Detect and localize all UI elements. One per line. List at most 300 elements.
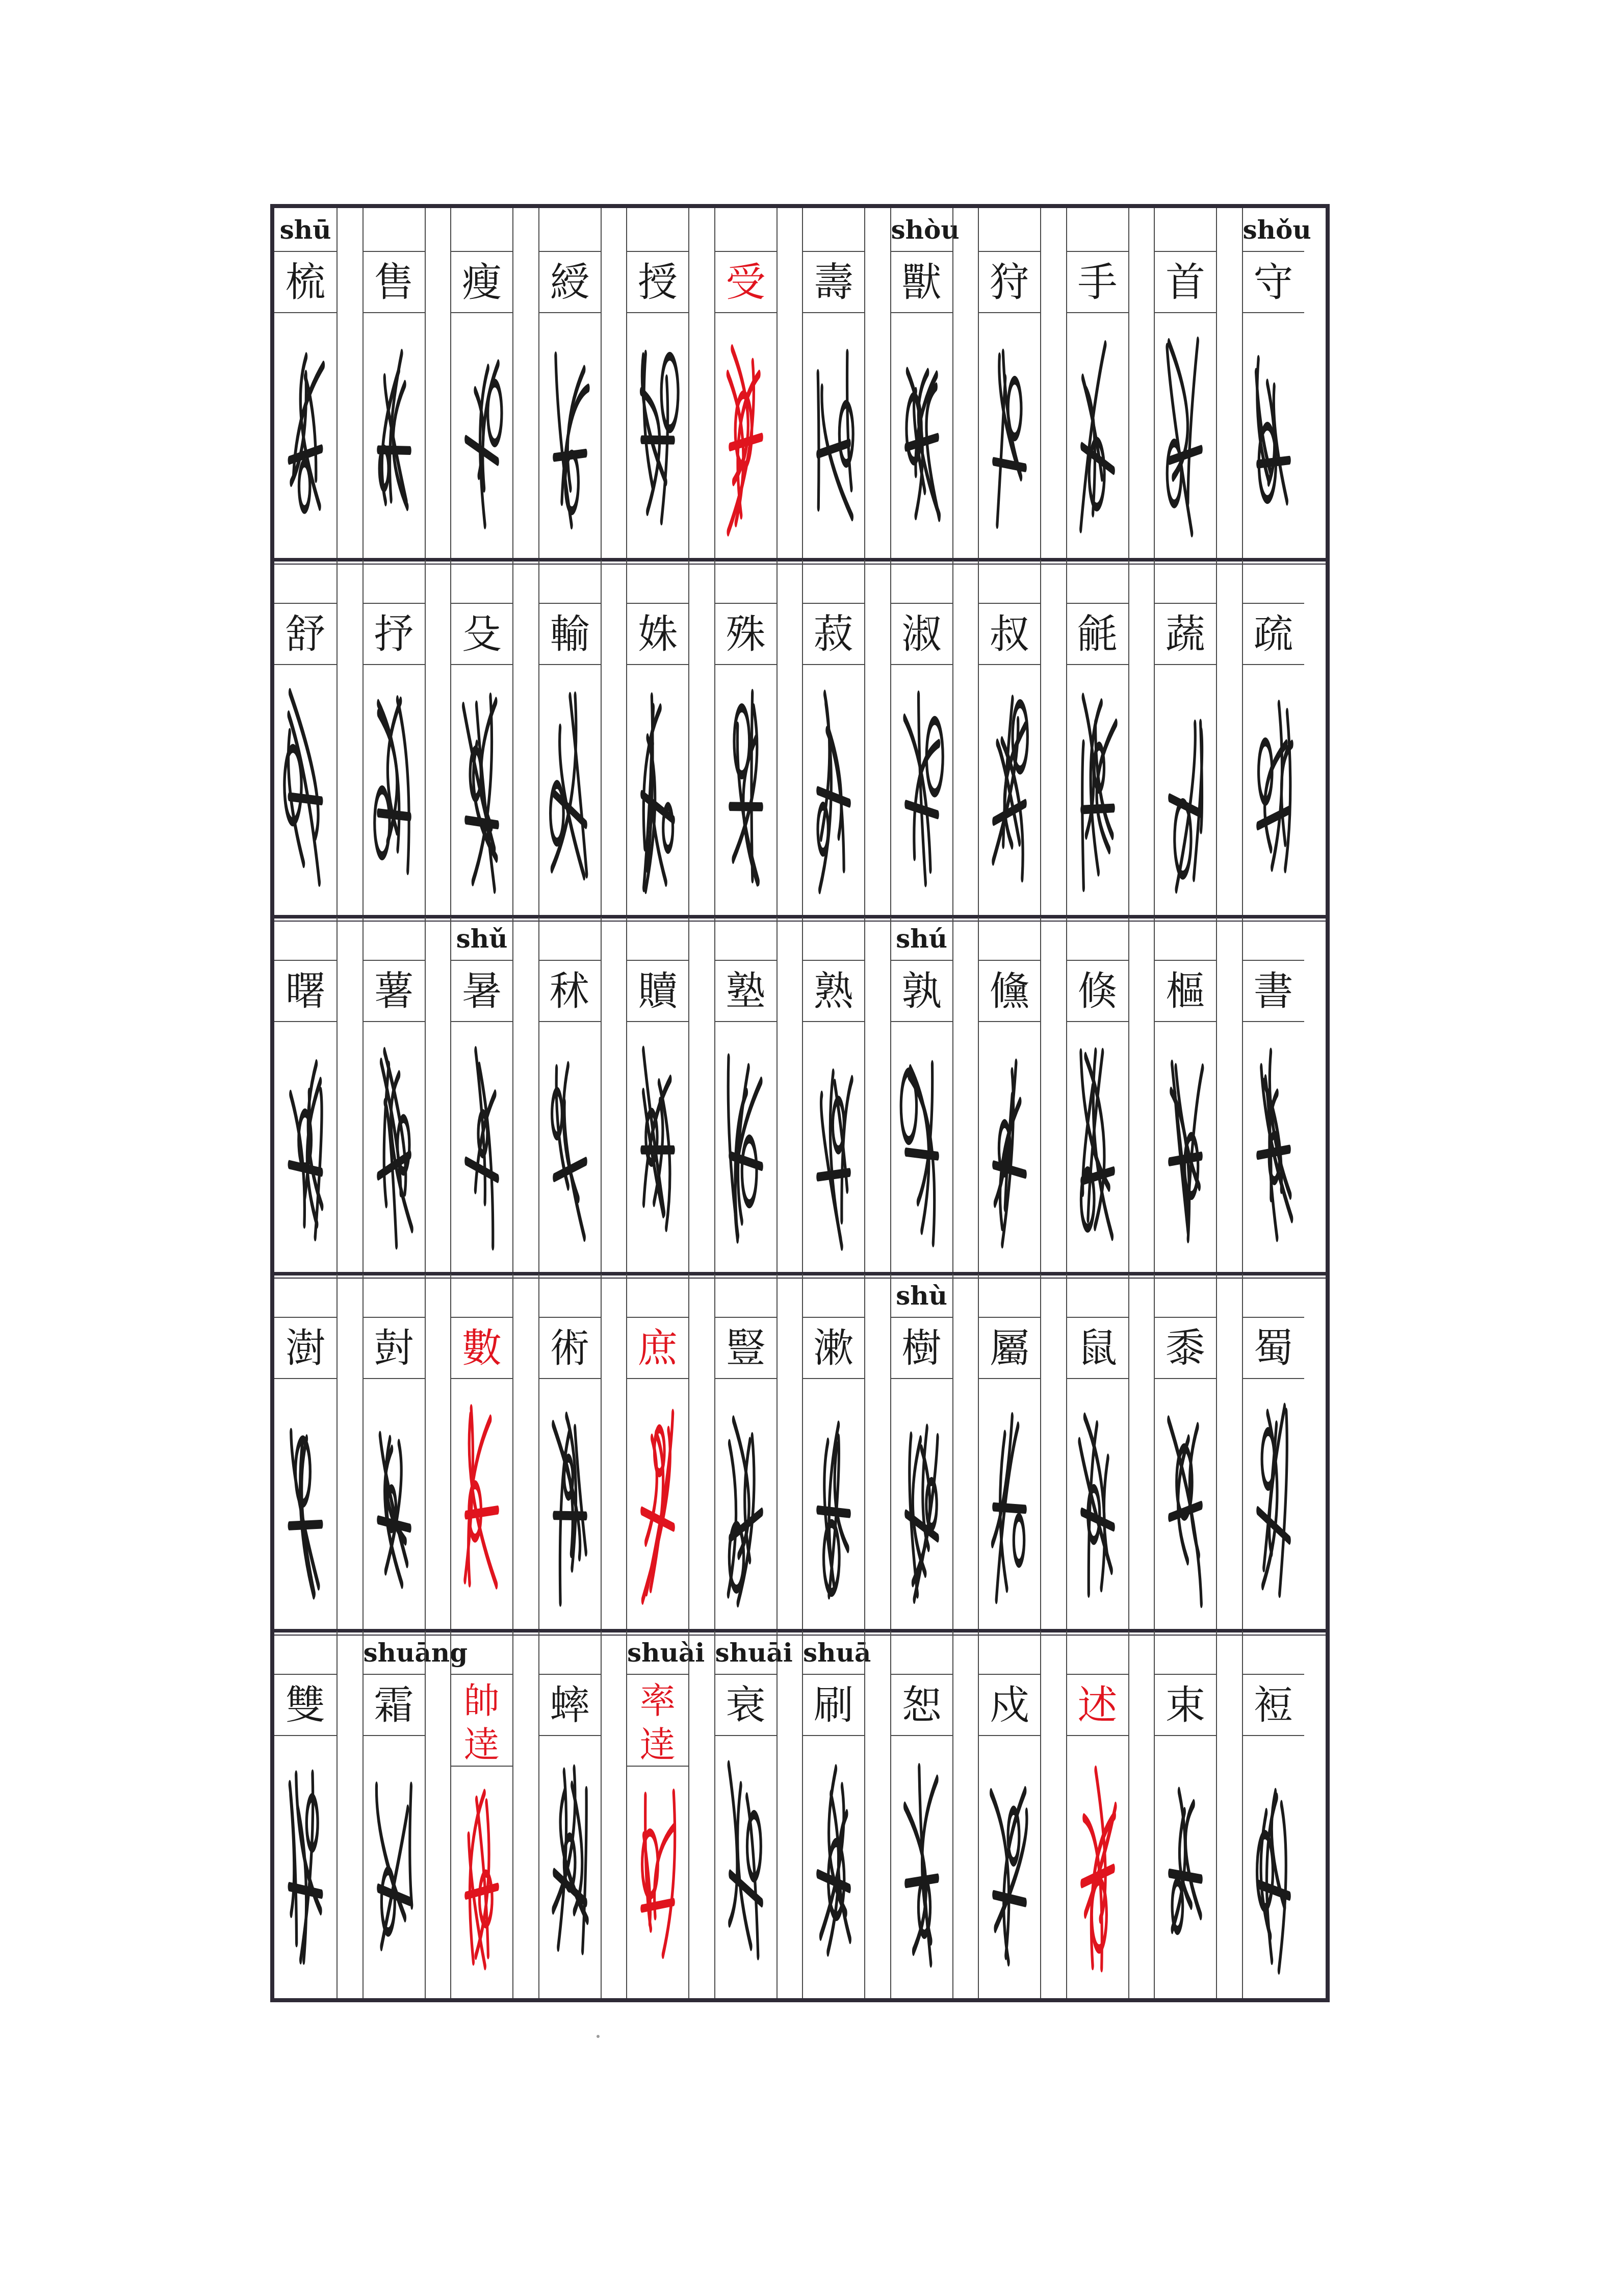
regular-script-character: 樞 — [1155, 961, 1216, 1022]
seal-script-glyph — [1159, 1753, 1212, 1989]
regular-script-character: 綬 — [539, 252, 601, 313]
regular-script-character: 蟀 — [539, 1675, 601, 1736]
character-cell — [714, 208, 776, 560]
pinyin-label — [1155, 208, 1216, 252]
character-cell — [450, 1631, 512, 1998]
character-cell — [1154, 917, 1216, 1274]
pinyin-label: shuài — [627, 1631, 688, 1675]
seal-script-glyph — [895, 1396, 948, 1622]
column-gap-rule — [336, 1274, 338, 1631]
seal-script-glyph — [278, 682, 332, 908]
seal-script-glyph — [368, 1396, 421, 1622]
seal-script-glyph — [368, 330, 421, 551]
character-cell — [274, 917, 336, 1274]
column-gap-rule — [1216, 1631, 1217, 1998]
pinyin-label — [1067, 917, 1128, 961]
regular-script-character: 殳 — [451, 604, 512, 665]
column-gap-rule — [512, 1631, 513, 1998]
character-cell — [538, 560, 601, 917]
character-cell — [714, 1274, 776, 1631]
character-cell — [1242, 917, 1304, 1274]
seal-script-glyph — [1159, 330, 1212, 551]
pinyin-label: shuā — [803, 1631, 864, 1675]
character-cell — [714, 560, 776, 917]
regular-script-character: 秫 — [539, 961, 601, 1022]
seal-script-glyph — [807, 682, 860, 908]
seal-script-glyph — [1247, 682, 1300, 908]
character-cell — [363, 560, 425, 917]
character-cell — [1242, 1274, 1304, 1631]
regular-script-character: 瘦 — [451, 252, 512, 313]
column-gap-rule — [512, 917, 513, 1274]
seal-script-glyph — [455, 330, 508, 551]
column-gap-rule — [864, 917, 865, 1274]
regular-script-character: 壽 — [803, 252, 864, 313]
pinyin-label — [979, 208, 1040, 252]
seal-script-glyph — [455, 682, 508, 908]
column-gap-rule — [601, 208, 602, 560]
seal-script-glyph — [983, 1396, 1036, 1622]
character-cell — [802, 917, 864, 1274]
column-gap-rule — [952, 1274, 953, 1631]
column-gap-rule — [776, 1631, 778, 1998]
seal-script-glyph — [1071, 330, 1124, 551]
column-gap-rule — [336, 208, 338, 560]
character-cell — [626, 560, 688, 917]
regular-script-character: 熟 — [803, 961, 864, 1022]
column-gap-rule — [425, 560, 426, 917]
column-gap-rule — [776, 917, 778, 1274]
seal-script-glyph — [631, 1039, 684, 1265]
regular-script-character: 雙 — [274, 1675, 336, 1736]
character-cell — [363, 1274, 425, 1631]
pinyin-label — [539, 208, 601, 252]
pinyin-label — [539, 1631, 601, 1675]
seal-script-glyph — [455, 1039, 508, 1265]
seal-script-glyph — [368, 682, 421, 908]
pinyin-label — [364, 1274, 425, 1318]
character-cell — [626, 1631, 705, 1998]
column-gap-rule — [601, 1631, 602, 1998]
character-cell — [538, 208, 601, 560]
character-cell — [1154, 208, 1216, 560]
regular-script-character: 菽 — [803, 604, 864, 665]
pinyin-label — [274, 1274, 336, 1318]
regular-script-character: 抒 — [364, 604, 425, 665]
pinyin-label — [627, 1274, 688, 1318]
regular-script-character: 恕 — [891, 1675, 952, 1736]
regular-script-character: 黍 — [1155, 1318, 1216, 1379]
character-cell — [363, 917, 425, 1274]
character-cell — [714, 917, 776, 1274]
regular-script-character: 受 — [715, 252, 776, 313]
pinyin-label: shú — [891, 917, 952, 961]
pinyin-label — [451, 1631, 512, 1675]
character-cell — [890, 1274, 952, 1631]
pinyin-label — [979, 917, 1040, 961]
regular-script-character: 率 逹 — [627, 1675, 688, 1767]
pinyin-label — [803, 208, 864, 252]
regular-script-character: 孰 — [891, 961, 952, 1022]
pinyin-label — [364, 917, 425, 961]
regular-script-character: 數 — [451, 1318, 512, 1379]
column-gap-rule — [864, 560, 865, 917]
seal-script-glyph — [807, 330, 860, 551]
seal-script-glyph — [278, 1753, 332, 1989]
seal-script-glyph — [895, 1039, 948, 1265]
seal-script-glyph — [807, 1753, 860, 1989]
seal-script-glyph — [719, 1396, 772, 1622]
seal-script-glyph — [1247, 1396, 1300, 1622]
character-cell — [978, 1631, 1040, 1998]
pinyin-label — [539, 1274, 601, 1318]
pinyin-label — [627, 917, 688, 961]
pinyin-label — [715, 1274, 776, 1318]
seal-script-glyph — [278, 330, 332, 551]
pinyin-label — [627, 208, 688, 252]
pinyin-label — [1067, 1631, 1128, 1675]
regular-script-character: 獸 — [891, 252, 952, 313]
character-cell — [538, 917, 601, 1274]
column-gap-rule — [336, 917, 338, 1274]
character-cell — [1154, 560, 1216, 917]
regular-script-character: 樹 — [891, 1318, 952, 1379]
column-gap-rule — [1040, 1274, 1041, 1631]
character-cell — [450, 917, 512, 1274]
column-gap-rule — [1128, 560, 1129, 917]
regular-script-character: 首 — [1155, 252, 1216, 313]
regular-script-character: 帥 逹 — [451, 1675, 512, 1767]
seal-script-glyph — [368, 1039, 421, 1265]
character-cell — [363, 1631, 468, 1998]
regular-script-character: 刷 — [803, 1675, 864, 1736]
regular-script-character: 蔬 — [1155, 604, 1216, 665]
regular-script-character: 豎 — [715, 1318, 776, 1379]
pinyin-label — [715, 917, 776, 961]
pinyin-label — [1155, 1274, 1216, 1318]
column-gap-rule — [425, 1274, 426, 1631]
pinyin-label: shuāi — [715, 1631, 776, 1675]
regular-script-character: 手 — [1067, 252, 1128, 313]
column-gap-rule — [425, 208, 426, 560]
column-gap-rule — [336, 1631, 338, 1998]
column-gap-rule — [688, 560, 689, 917]
character-cell — [890, 1631, 952, 1998]
column-gap-rule — [601, 560, 602, 917]
column-gap-rule — [1128, 1274, 1129, 1631]
pinyin-label — [451, 208, 512, 252]
character-cell — [538, 1631, 601, 1998]
pinyin-label — [364, 560, 425, 604]
pinyin-label: shǒu — [1243, 208, 1304, 252]
column-gap-rule — [688, 208, 689, 560]
column-gap-rule — [952, 208, 953, 560]
regular-script-character: 裋 — [1243, 1675, 1304, 1736]
pinyin-label: shòu — [891, 208, 952, 252]
pinyin-label — [364, 208, 425, 252]
table-band — [274, 560, 1326, 917]
table-band — [274, 917, 1326, 1274]
regular-script-character: 戍 — [979, 1675, 1040, 1736]
column-gap-rule — [1128, 1631, 1129, 1998]
column-gap-rule — [864, 1274, 865, 1631]
seal-script-glyph — [278, 1396, 332, 1622]
pinyin-label — [274, 1631, 336, 1675]
seal-script-glyph — [455, 1784, 508, 1989]
character-cell — [626, 208, 688, 560]
pinyin-label — [539, 917, 601, 961]
column-gap-rule — [1128, 208, 1129, 560]
character-cell — [1066, 1274, 1128, 1631]
character-cell — [1066, 917, 1128, 1274]
regular-script-character: 庶 — [627, 1318, 688, 1379]
character-cell — [274, 208, 336, 560]
regular-script-character: 述 — [1067, 1675, 1128, 1736]
character-cell — [450, 560, 512, 917]
character-cell — [274, 560, 336, 917]
seal-script-glyph — [278, 1039, 332, 1265]
seal-script-glyph — [631, 1396, 684, 1622]
column-gap-rule — [512, 560, 513, 917]
pinyin-label — [979, 1631, 1040, 1675]
seal-script-glyph — [983, 1753, 1036, 1989]
seal-script-glyph — [719, 330, 772, 551]
seal-script-glyph — [543, 1039, 597, 1265]
regular-script-character: 狩 — [979, 252, 1040, 313]
pinyin-label — [803, 917, 864, 961]
column-gap-rule — [512, 208, 513, 560]
seal-script-glyph — [1159, 682, 1212, 908]
seal-script-glyph — [1247, 1753, 1300, 1989]
table-band — [274, 1274, 1326, 1631]
column-gap-rule — [776, 1274, 778, 1631]
pinyin-label — [715, 208, 776, 252]
regular-script-character: 叔 — [979, 604, 1040, 665]
column-gap-rule — [952, 560, 953, 917]
pinyin-label — [1155, 560, 1216, 604]
character-cell — [714, 1631, 793, 1998]
seal-script-glyph — [895, 682, 948, 908]
regular-script-character: 毹 — [1067, 604, 1128, 665]
seal-script-glyph — [543, 682, 597, 908]
character-table — [270, 204, 1330, 2002]
seal-script-glyph — [1071, 682, 1124, 908]
character-cell — [978, 208, 1040, 560]
character-cell — [1066, 560, 1128, 917]
regular-script-character: 殊 — [715, 604, 776, 665]
character-cell — [890, 560, 952, 917]
column-gap-rule — [952, 917, 953, 1274]
pinyin-label: shǔ — [451, 917, 512, 961]
column-gap-rule — [864, 1631, 865, 1998]
column-gap-rule — [776, 208, 778, 560]
character-cell — [890, 917, 952, 1274]
regular-script-character: 澍 — [274, 1318, 336, 1379]
pinyin-label — [1243, 1274, 1304, 1318]
seal-script-glyph — [895, 330, 948, 551]
character-cell — [274, 1274, 336, 1631]
seal-script-glyph — [455, 1396, 508, 1622]
column-gap-rule — [336, 560, 338, 917]
column-gap-rule — [1040, 917, 1041, 1274]
regular-script-character: 輸 — [539, 604, 601, 665]
seal-script-glyph — [1247, 330, 1300, 551]
regular-script-character: 疏 — [1243, 604, 1304, 665]
pinyin-label — [274, 917, 336, 961]
column-gap-rule — [688, 917, 689, 1274]
seal-script-glyph — [983, 682, 1036, 908]
regular-script-character: 淑 — [891, 604, 952, 665]
regular-script-character: 屬 — [979, 1318, 1040, 1379]
regular-script-character: 暑 — [451, 961, 512, 1022]
seal-script-glyph — [543, 1396, 597, 1622]
column-gap-rule — [1216, 1274, 1217, 1631]
regular-script-character: 贖 — [627, 961, 688, 1022]
character-cell — [978, 560, 1040, 917]
seal-script-glyph — [1071, 1396, 1124, 1622]
regular-script-character: 蜀 — [1243, 1318, 1304, 1379]
regular-script-character: 守 — [1243, 252, 1304, 313]
regular-script-character: 束 — [1155, 1675, 1216, 1736]
regular-script-character: 售 — [364, 252, 425, 313]
column-gap-rule — [601, 1274, 602, 1631]
column-gap-rule — [425, 1631, 426, 1998]
character-cell — [363, 208, 425, 560]
character-cell — [274, 1631, 336, 1998]
seal-script-glyph — [719, 1753, 772, 1989]
pinyin-label — [1067, 1274, 1128, 1318]
column-gap-rule — [601, 917, 602, 1274]
seal-script-glyph — [719, 1039, 772, 1265]
seal-script-glyph — [543, 1753, 597, 1989]
table-band — [274, 1631, 1326, 1998]
character-cell — [626, 1274, 688, 1631]
seal-script-glyph — [1247, 1039, 1300, 1265]
regular-script-character: 姝 — [627, 604, 688, 665]
column-gap-rule — [1216, 560, 1217, 917]
character-cell — [1242, 560, 1304, 917]
column-gap-rule — [425, 917, 426, 1274]
regular-script-character: 術 — [539, 1318, 601, 1379]
seal-script-glyph — [895, 1753, 948, 1989]
column-gap-rule — [1040, 208, 1041, 560]
column-gap-rule — [1128, 917, 1129, 1274]
character-cell — [450, 208, 512, 560]
seal-script-glyph — [631, 330, 684, 551]
character-cell — [1154, 1631, 1216, 1998]
regular-script-character: 儵 — [979, 961, 1040, 1022]
column-gap-rule — [688, 1274, 689, 1631]
character-cell — [1242, 1631, 1304, 1998]
character-cell — [1242, 208, 1311, 560]
pinyin-label — [451, 560, 512, 604]
seal-script-glyph — [543, 330, 597, 551]
seal-script-glyph — [1159, 1039, 1212, 1265]
seal-script-glyph — [368, 1753, 421, 1989]
character-cell — [1066, 1631, 1128, 1998]
pinyin-label: shù — [891, 1274, 952, 1318]
regular-script-character: 舒 — [274, 604, 336, 665]
pinyin-label: shuāng — [364, 1631, 425, 1675]
seal-script-glyph — [1159, 1396, 1212, 1622]
column-gap-rule — [952, 1631, 953, 1998]
seal-script-glyph — [807, 1039, 860, 1265]
character-cell — [890, 208, 960, 560]
column-gap-rule — [1216, 917, 1217, 1274]
pinyin-label — [539, 560, 601, 604]
column-gap-rule — [512, 1274, 513, 1631]
seal-script-glyph — [631, 682, 684, 908]
regular-script-character: 倏 — [1067, 961, 1128, 1022]
pinyin-label — [1067, 560, 1128, 604]
character-cell — [978, 917, 1040, 1274]
seal-script-glyph — [631, 1784, 684, 1989]
pinyin-label — [1243, 560, 1304, 604]
regular-script-character: 霜 — [364, 1675, 425, 1736]
character-cell — [802, 1274, 864, 1631]
regular-script-character: 塾 — [715, 961, 776, 1022]
pinyin-label — [1243, 1631, 1304, 1675]
pinyin-label — [1067, 208, 1128, 252]
character-cell — [802, 1631, 871, 1998]
seal-script-glyph — [983, 330, 1036, 551]
seal-script-glyph — [1071, 1753, 1124, 1989]
column-gap-rule — [1216, 208, 1217, 560]
scan-speck — [597, 2035, 600, 2038]
pinyin-label — [1155, 917, 1216, 961]
pinyin-label — [451, 1274, 512, 1318]
column-gap-rule — [688, 1631, 689, 1998]
regular-script-character: 書 — [1243, 961, 1304, 1022]
character-cell — [450, 1274, 512, 1631]
regular-script-character: 曙 — [274, 961, 336, 1022]
seal-script-glyph — [1071, 1039, 1124, 1265]
seal-script-glyph — [983, 1039, 1036, 1265]
pinyin-label — [627, 560, 688, 604]
pinyin-label — [274, 560, 336, 604]
character-cell — [538, 1274, 601, 1631]
regular-script-character: 漱 — [803, 1318, 864, 1379]
character-cell — [626, 917, 688, 1274]
pinyin-label — [715, 560, 776, 604]
regular-script-character: 鼠 — [1067, 1318, 1128, 1379]
column-gap-rule — [1040, 1631, 1041, 1998]
regular-script-character: 薯 — [364, 961, 425, 1022]
pinyin-label — [891, 560, 952, 604]
pinyin-label — [1155, 1631, 1216, 1675]
character-cell — [802, 560, 864, 917]
table-band — [274, 208, 1326, 560]
character-cell — [978, 1274, 1040, 1631]
regular-script-character: 尌 — [364, 1318, 425, 1379]
pinyin-label — [803, 1274, 864, 1318]
character-cell — [1154, 1274, 1216, 1631]
regular-script-character: 梳 — [274, 252, 336, 313]
regular-script-character: 衰 — [715, 1675, 776, 1736]
column-gap-rule — [1040, 560, 1041, 917]
pinyin-label — [979, 1274, 1040, 1318]
character-cell — [1066, 208, 1128, 560]
pinyin-label: shū — [274, 208, 336, 252]
pinyin-label — [803, 560, 864, 604]
pinyin-label — [1243, 917, 1304, 961]
character-cell — [802, 208, 864, 560]
column-gap-rule — [864, 208, 865, 560]
pinyin-label — [891, 1631, 952, 1675]
column-gap-rule — [776, 560, 778, 917]
seal-script-glyph — [807, 1396, 860, 1622]
regular-script-character: 授 — [627, 252, 688, 313]
